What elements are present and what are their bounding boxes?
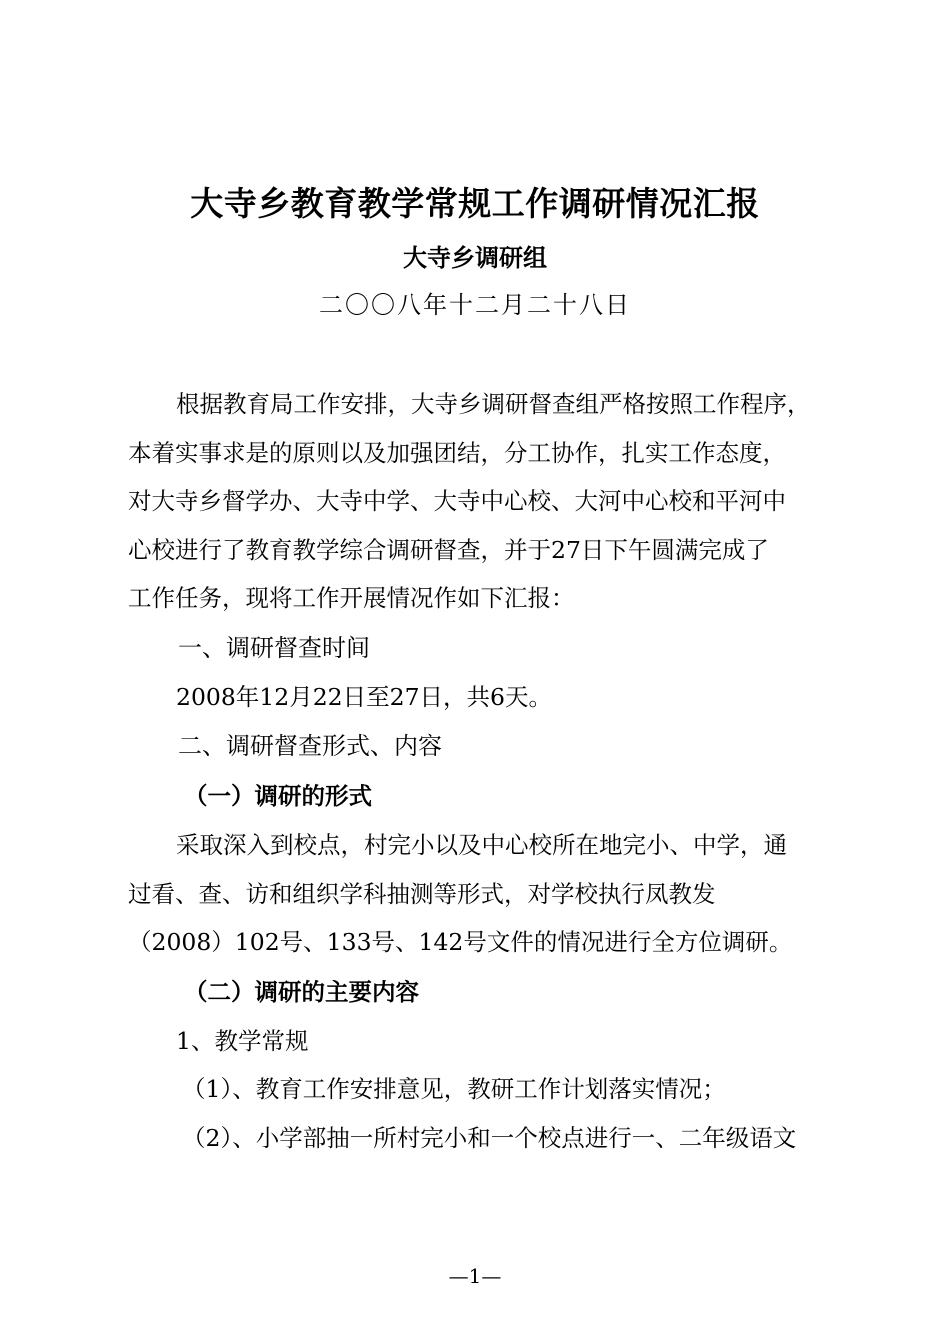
intro-line: 心校进行了教育教学综合调研督查，并于27日下午圆满完成了: [128, 535, 769, 564]
document-title: 大寺乡教育教学常规工作调研情况汇报: [190, 184, 760, 223]
page-number: —1—: [448, 1264, 502, 1288]
intro-line: 工作任务，现将工作开展情况作如下汇报：: [128, 584, 575, 612]
sub1-line: 采取深入到校点，村完小以及中心校所在地完小、中学，通: [176, 831, 787, 859]
intro-line: 对大寺乡督学办、大寺中学、大寺中心校、大河中心校和平河中: [128, 487, 786, 515]
subsection-heading: （一）调研的形式: [184, 782, 372, 810]
intro-line: 本着实事求是的原则以及加强团结，分工协作，扎实工作态度，: [128, 438, 786, 467]
section-heading: 二、调研督查形式、内容: [178, 732, 442, 760]
sub1-line: （2008）102号、133号、142号文件的情况进行全方位调研。: [128, 928, 793, 956]
intro-line: 根据教育局工作安排，大寺乡调研督查组严格按照工作程序，: [176, 390, 811, 418]
document-date: 二〇〇八年十二月二十八日: [319, 291, 631, 319]
document-author: 大寺乡调研组: [403, 243, 547, 272]
list-item: （1）、教育工作安排意见，教研工作计划落实情况；: [182, 1075, 726, 1103]
document-body: [128, 380, 834, 1162]
subsection-heading: （二）调研的主要内容: [184, 977, 419, 1006]
list-item: （2）、小学部抽一所村完小和一个校点进行一、二年级语文: [182, 1123, 797, 1152]
section-heading: 一、调研督查时间: [178, 633, 370, 662]
sub1-line: 过看、查、访和组织学科抽测等形式，对学校执行凤教发: [128, 879, 716, 908]
section-text: 2008年12月22日至27日，共6天。: [176, 682, 552, 711]
list-item: 1、教学常规: [176, 1026, 309, 1055]
